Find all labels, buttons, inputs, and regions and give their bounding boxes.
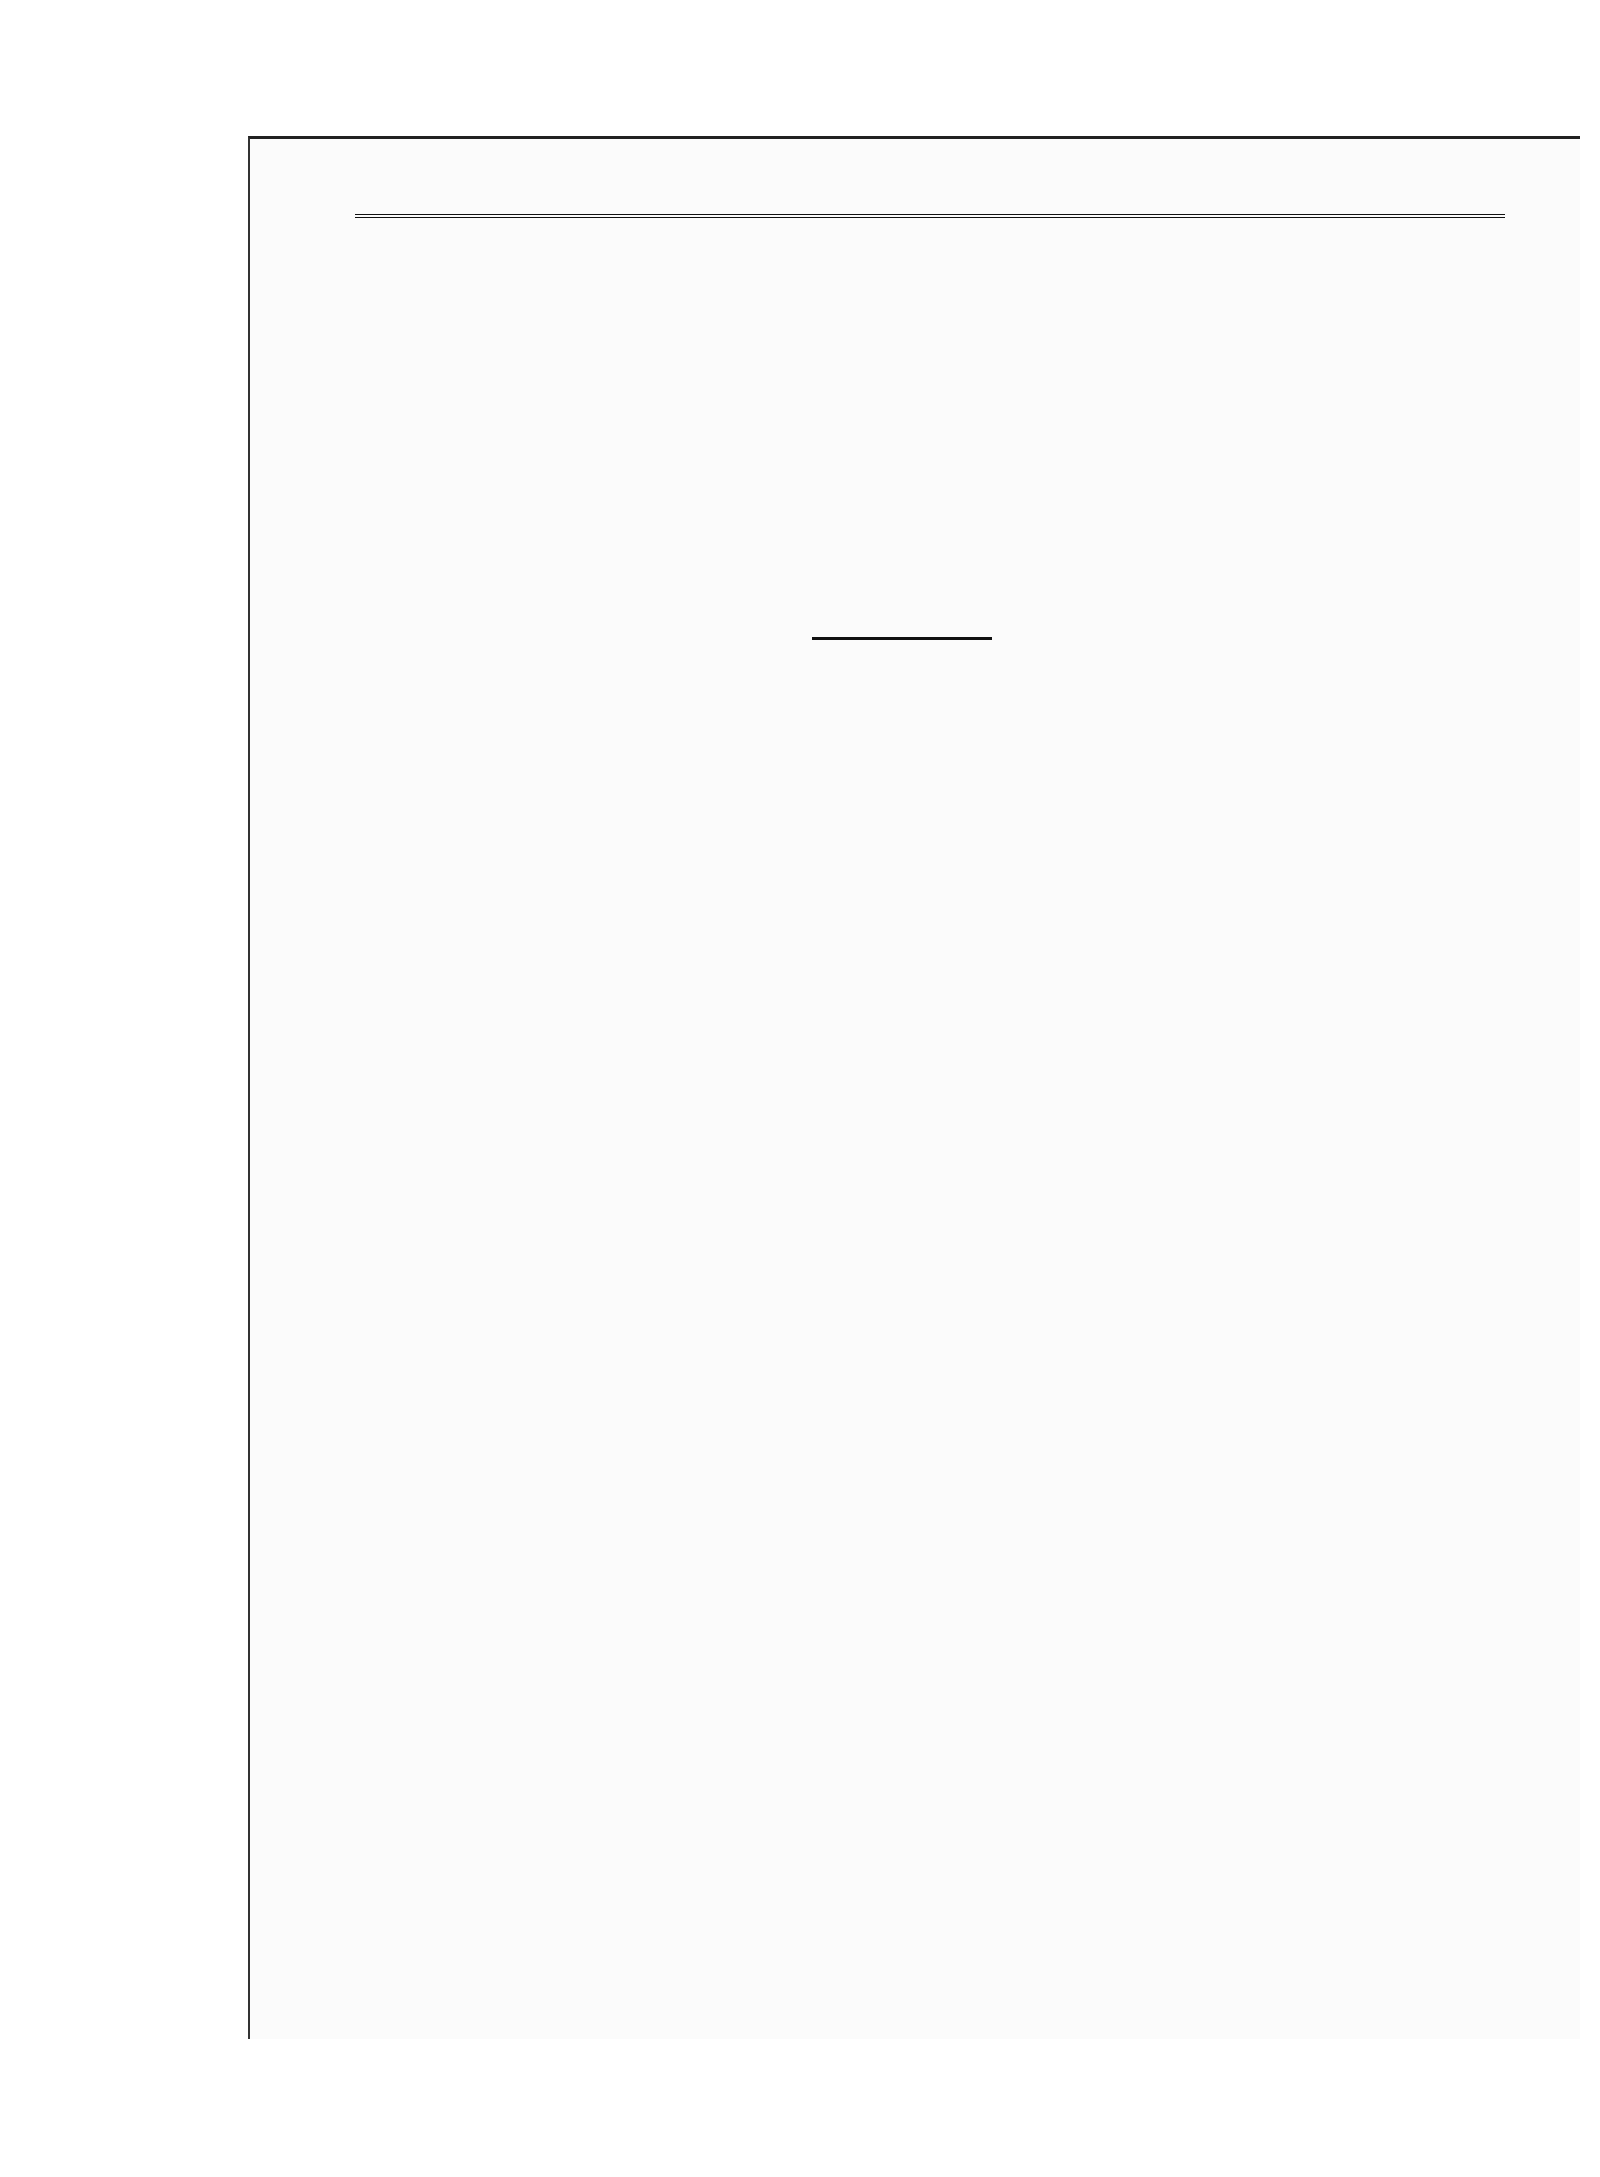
margin-legend [276, 220, 310, 1960]
page-header [355, 184, 1505, 218]
section-divider [812, 637, 992, 640]
page-scan [248, 136, 1580, 2039]
stamp-column [60, 200, 260, 1950]
